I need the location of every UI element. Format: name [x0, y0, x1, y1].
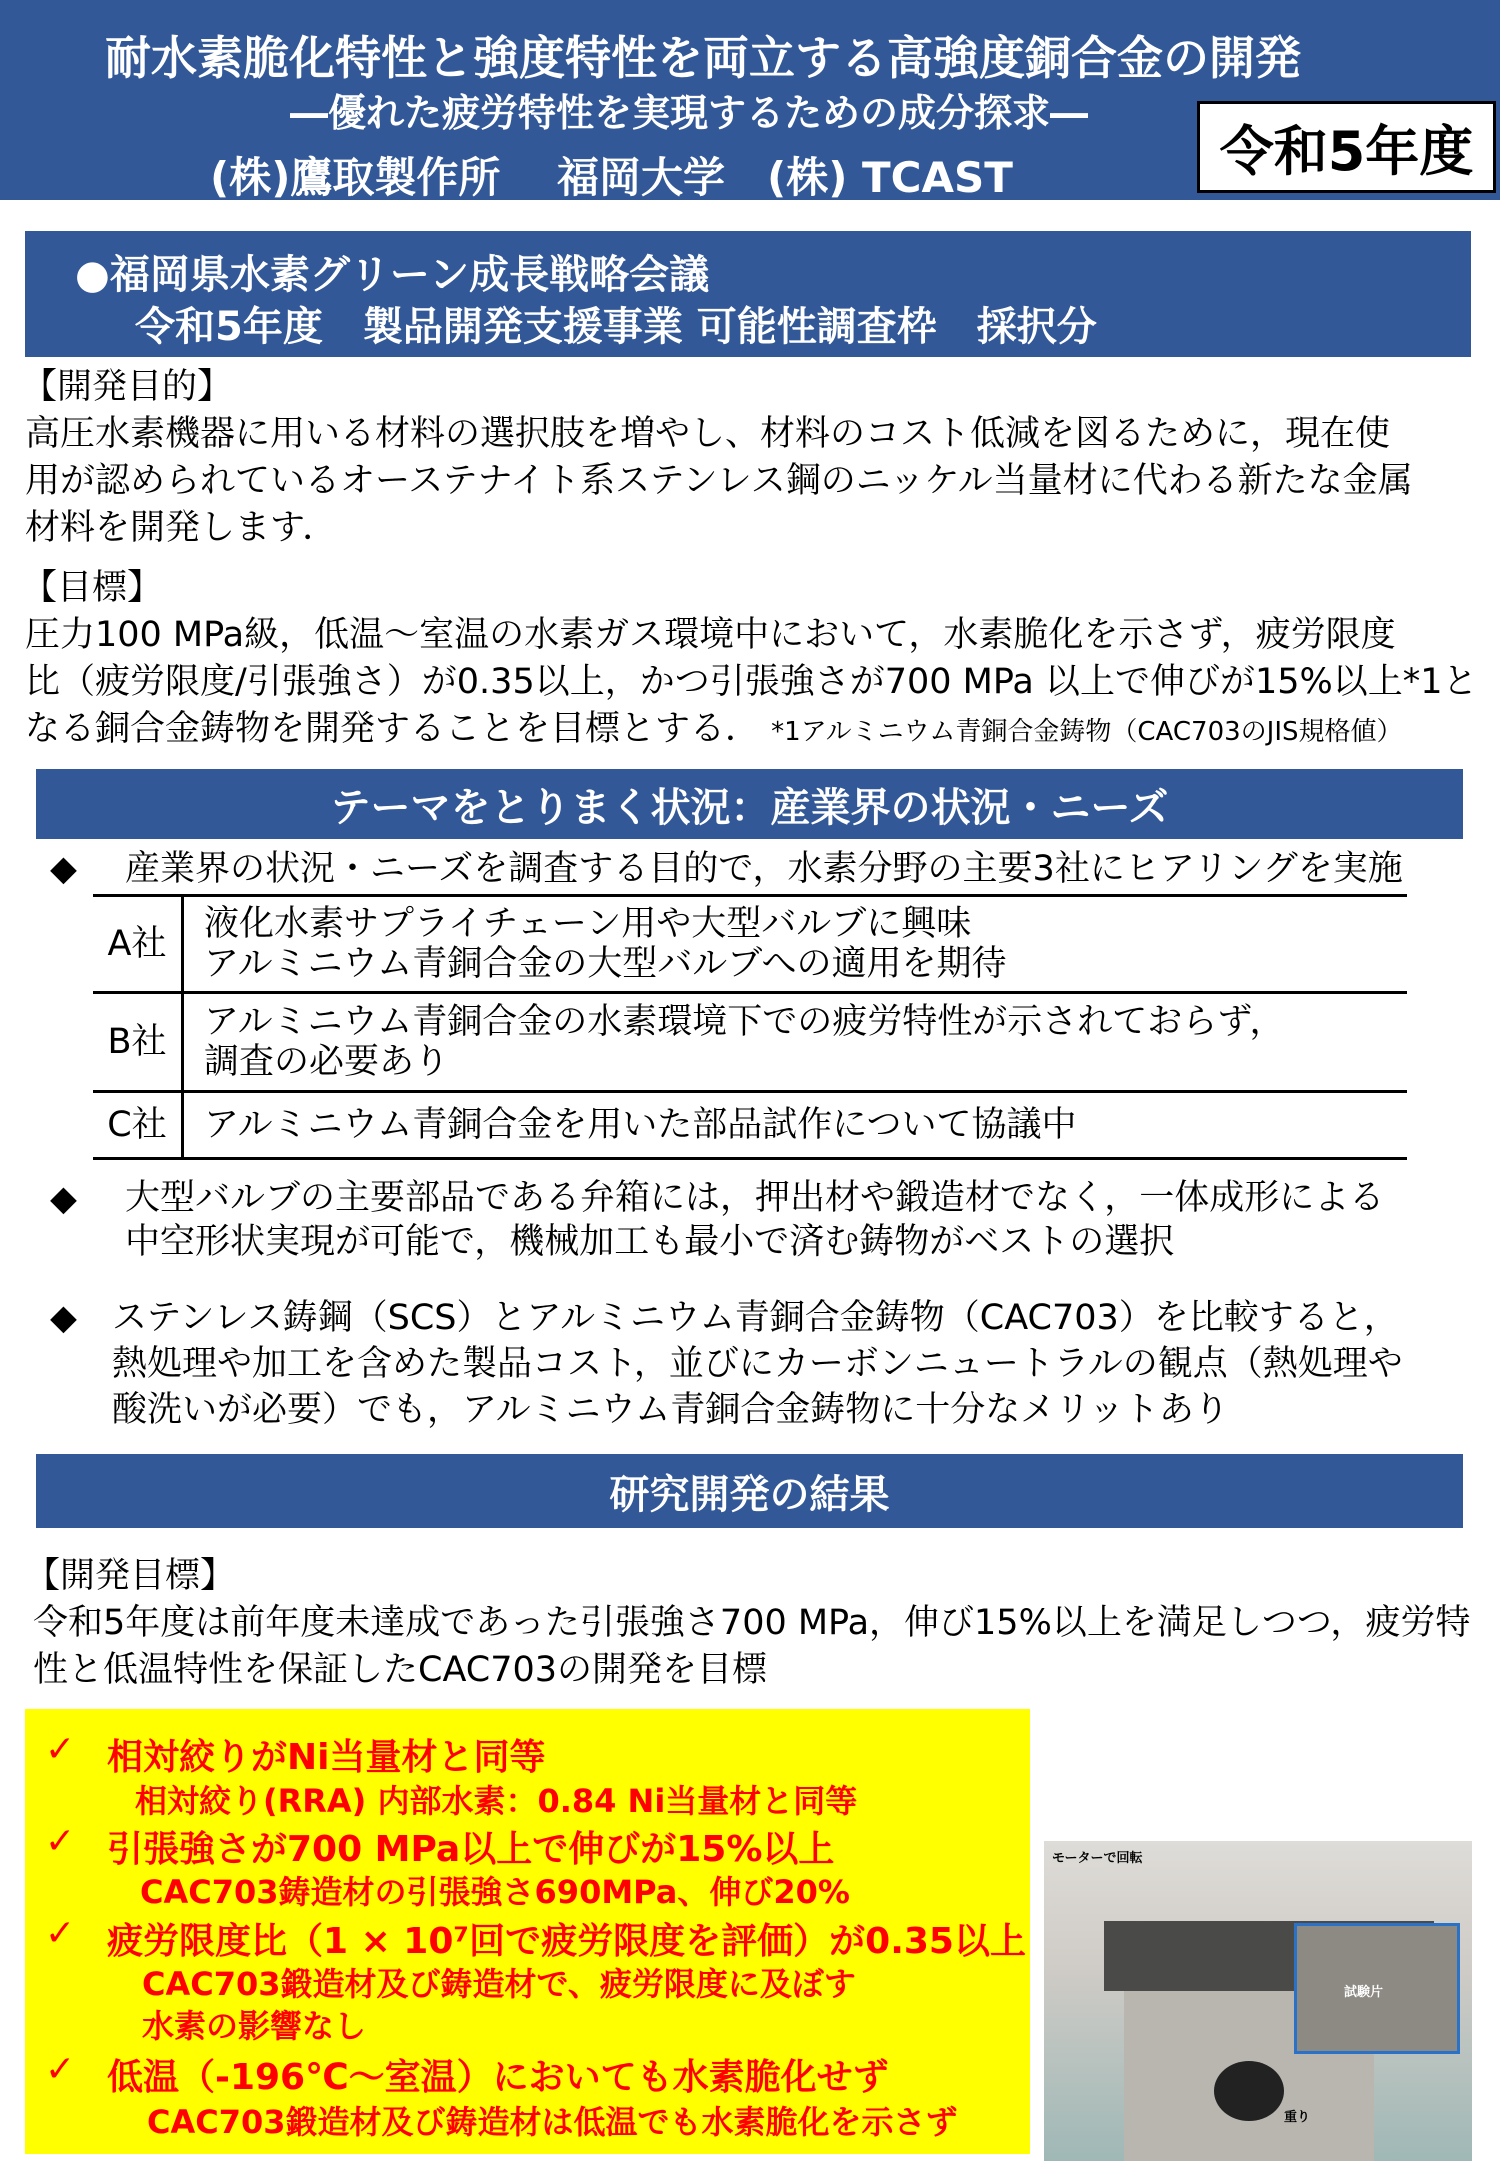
year-badge: 令和5年度 [1197, 101, 1496, 193]
company-notes [183, 993, 1408, 1092]
check-icon: ✓ [45, 1821, 76, 1862]
label-weight: 重り [1284, 2110, 1311, 2125]
company-table [93, 894, 1407, 1160]
bullet-icon: ◆ [50, 849, 77, 889]
label-motor: モーターで回転 [1052, 1851, 1143, 1866]
subtitle: ―優れた疲労特性を実現するための成分探求― [290, 91, 1089, 135]
achievement-main: 疲労限度比（1 × 10⁷回で疲労限度を評価）が0.35以上 [107, 1921, 1026, 1962]
achievement-sub: 水素の影響なし [142, 2007, 367, 2045]
note-line: 液化水素サプライチェーン用や大型バルブに興味 [204, 904, 972, 944]
bullet-line: 熱処理や加工を含めた製品コスト，並びにカーボンニュートラルの観点（熱処理や [112, 1344, 1403, 1384]
achievement-sub: 相対絞り(RRA) 内部水素：0.84 Ni当量材と同等 [135, 1782, 858, 1820]
organizations: (株)鷹取製作所 福岡大学 (株) TCAST [210, 153, 1013, 202]
results-line: 令和5年度は前年度未達成であった引張強さ700 MPa，伸び15%以上を満足しつつ，疲労特 [33, 1603, 1471, 1643]
results-heading: 【開発目標】 [25, 1556, 236, 1596]
industry-bullet1: 産業界の状況・ニーズを調査する目的で，水素分野の主要3社にヒアリングを実施 [125, 849, 1403, 889]
bullet-line: 大型バルブの主要部品である弁箱には，押出材や鍛造材でなく，一体成形による [125, 1178, 1385, 1218]
note-line: アルミニウム青銅合金の水素環境下での疲労特性が示されておらず， [204, 1002, 1285, 1042]
achievement-main: 低温（-196℃～室温）においても水素脆化せず [107, 2057, 889, 2098]
results-text [33, 1600, 1470, 1694]
weight-disk [1214, 2061, 1284, 2121]
note-line: 調査の必要あり [204, 1042, 450, 1082]
goal-text [25, 612, 1478, 756]
goal-heading: 【目標】 [22, 568, 163, 608]
industry-section-header: テーマをとりまく状況：産業界の状況・ニーズ [36, 769, 1463, 839]
purpose-heading: 【開発目的】 [22, 367, 233, 407]
program-line1: ●福岡県水素グリーン成長戦略会議 [75, 252, 710, 298]
goal-line: なる銅合金鋳物を開発することを目標とする． [25, 709, 761, 749]
check-icon: ✓ [45, 2049, 76, 2090]
achievements-box [25, 1709, 1030, 2154]
label-specimen: 試験片 [1344, 1985, 1384, 2000]
program-box [25, 231, 1471, 357]
industry-bullet3 [112, 1295, 1403, 1433]
achievement-sub: CAC703鍛造材及び鋳造材は低温でも水素脆化を示さず [147, 2103, 958, 2141]
achievement-main: 相対絞りがNi当量材と同等 [107, 1737, 546, 1778]
industry-bullet2 [125, 1176, 1384, 1264]
check-icon: ✓ [45, 1913, 76, 1954]
achievement-sub: CAC703鍛造材及び鋳造材で、疲労限度に及ぼす [142, 1965, 856, 2003]
company-name: C社 [93, 1092, 183, 1159]
company-notes [183, 896, 1408, 993]
goal-line: 圧力100 MPa級，低温～室温の水素ガス環境中において，水素脆化を示さず，疲労限度 [25, 615, 1396, 655]
results-section-header: 研究開発の結果 [36, 1454, 1463, 1528]
bullet-icon: ◆ [50, 1298, 77, 1338]
goal-line: 比（疲労限度/引張強さ）が0.35以上，かつ引張強さが700 MPa 以上で伸びが15%以上*1と [25, 662, 1478, 702]
table-row [93, 993, 1407, 1092]
goal-footnote: *1アルミニウム青銅合金鋳物（CAC703のJIS規格値） [771, 717, 1403, 747]
bullet-line: 中空形状実現が可能で，機械加工も最小で済む鋳物がベストの選択 [125, 1222, 1175, 1262]
table-row [93, 896, 1407, 993]
purpose-line: 高圧水素機器に用いる材料の選択肢を増やし、材料のコスト低減を図るために，現在使 [25, 414, 1391, 454]
achievement-main: 引張強さが700 MPa以上で伸びが15%以上 [107, 1829, 835, 1870]
company-notes: アルミニウム青銅合金を用いた部品試作について協議中 [183, 1092, 1408, 1159]
results-line: 性と低温特性を保証したCAC703の開発を目標 [33, 1650, 768, 1690]
program-line2: 令和5年度 製品開発支援事業 可能性調査枠 採択分 [135, 304, 1097, 350]
company-name: B社 [93, 993, 183, 1092]
check-icon: ✓ [45, 1729, 76, 1770]
bullet-line: ステンレス鋳鋼（SCS）とアルミニウム青銅合金鋳物（CAC703）を比較すると， [112, 1298, 1399, 1338]
bullet-icon: ◆ [50, 1179, 77, 1219]
company-name: A社 [93, 896, 183, 993]
main-title: 耐水素脆化特性と強度特性を両立する高強度銅合金の開発 [105, 31, 1301, 85]
note-line: アルミニウム青銅合金の大型バルブへの適用を期待 [204, 944, 1007, 984]
test-machine-photo [1044, 1841, 1472, 2161]
purpose-line: 用が認められているオーステナイト系ステンレス鋼のニッケル当量材に代わる新たな金属 [25, 461, 1413, 501]
purpose-line: 材料を開発します． [25, 508, 338, 548]
purpose-text [25, 411, 1413, 552]
achievement-sub: CAC703鋳造材の引張強さ690MPa、伸び20% [140, 1873, 850, 1911]
bullet-line: 酸洗いが必要）でも，アルミニウム青銅合金鋳物に十分なメリットあり [112, 1390, 1229, 1430]
table-row [93, 1092, 1407, 1159]
